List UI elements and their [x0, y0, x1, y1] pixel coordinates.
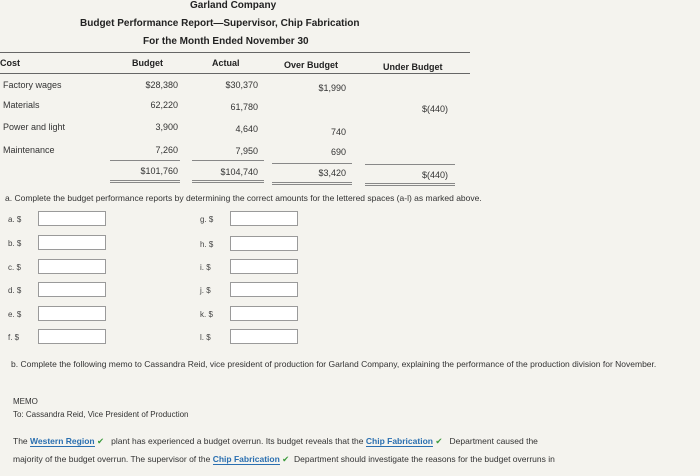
department-select-1[interactable]: Chip Fabrication [365, 436, 433, 446]
answer-input-g[interactable] [230, 211, 298, 226]
row-label-power-light: Power and light [3, 122, 66, 132]
label-b: b. $ [8, 239, 22, 248]
label-l: l. $ [200, 333, 211, 342]
memo-sentence-1 [13, 436, 538, 447]
col-header-over: Over Budget [284, 60, 339, 70]
header-bottom-rule [0, 73, 470, 74]
answer-input-a[interactable] [38, 211, 106, 226]
department-select-2[interactable]: Chip Fabrication [212, 454, 280, 464]
report-title: Budget Performance Report—Supervisor, Chip Fabrication [80, 18, 360, 29]
company-name: Garland Company [190, 0, 277, 11]
cell-actual-factory-wages: $30,370 [225, 80, 258, 90]
double-rule-over-1 [272, 182, 352, 183]
cell-total-actual: $104,740 [220, 167, 258, 177]
cell-over-power-light: 740 [330, 127, 346, 137]
memo-text-1b: plant has experienced a budget overrun. Its budget reveals that the [111, 436, 364, 446]
memo-sentence-2 [13, 454, 555, 465]
col-header-actual: Actual [212, 58, 240, 68]
double-rule-over-2 [272, 184, 352, 185]
label-c: c. $ [8, 263, 21, 272]
col-header-under: Under Budget [383, 62, 443, 72]
cell-over-factory-wages: $1,990 [318, 83, 346, 93]
part-b-instruction: b. Complete the following memo to Cassandra Reid, vice president of production for Garland Company, explaining the performance of the production division for November. [11, 359, 657, 369]
region-select[interactable]: Western Region [30, 436, 95, 446]
row-label-materials: Materials [3, 100, 40, 110]
total-rule-over [272, 163, 352, 164]
double-rule-actual-1 [192, 180, 264, 181]
cell-budget-maintenance: 7,260 [155, 145, 178, 155]
row-label-maintenance: Maintenance [3, 145, 55, 155]
answer-input-k[interactable] [230, 306, 298, 321]
label-k: k. $ [200, 310, 213, 319]
double-rule-budget-2 [110, 182, 180, 183]
double-rule-under-1 [365, 183, 455, 184]
memo-text-1c: Department caused the [449, 436, 538, 446]
label-d: d. $ [8, 286, 22, 295]
label-j: j. $ [200, 286, 211, 295]
answer-input-c[interactable] [38, 259, 106, 274]
answer-input-e[interactable] [38, 306, 106, 321]
total-rule-under [365, 164, 455, 165]
answer-input-d[interactable] [38, 282, 106, 297]
label-g: g. $ [200, 215, 214, 224]
cell-budget-power-light: 3,900 [155, 122, 178, 132]
double-rule-budget-1 [110, 180, 180, 181]
total-rule-budget [110, 160, 180, 161]
label-f: f. $ [8, 333, 20, 342]
label-e: e. $ [8, 310, 22, 319]
check-icon: ✔ [96, 436, 105, 446]
cell-total-over: $3,420 [318, 168, 346, 178]
col-header-budget: Budget [132, 58, 163, 68]
cell-actual-materials: 61,780 [230, 102, 258, 112]
answer-input-h[interactable] [230, 236, 298, 251]
check-icon: ✔ [282, 454, 290, 464]
answer-input-l[interactable] [230, 329, 298, 344]
cell-actual-maintenance: 7,950 [235, 146, 258, 156]
cell-total-budget: $101,760 [140, 166, 178, 176]
part-a-instruction: a. Complete the budget performance reports by determining the correct amounts for the lettered spaces (a-l) as marked above. [5, 193, 482, 203]
answer-input-f[interactable] [38, 329, 106, 344]
double-rule-under-2 [365, 185, 455, 186]
row-label-factory-wages: Factory wages [3, 80, 62, 90]
answer-input-j[interactable] [230, 282, 298, 297]
report-period: For the Month Ended November 30 [143, 36, 309, 47]
label-a: a. $ [8, 215, 22, 224]
double-rule-actual-2 [192, 182, 264, 183]
total-rule-actual [192, 160, 264, 161]
memo-text-1a: The [13, 436, 28, 446]
cell-budget-factory-wages: $28,380 [145, 80, 178, 90]
cell-actual-power-light: 4,640 [235, 124, 258, 134]
memo-text-2b: Department should investigate the reasons for the budget overruns in [294, 454, 555, 464]
cell-total-under: $(440) [421, 170, 448, 180]
col-header-cost: Cost [0, 58, 20, 68]
label-h: h. $ [200, 240, 214, 249]
memo-text-2a: majority of the budget overrun. The supervisor of the [13, 454, 211, 464]
cell-under-materials: $(440) [421, 104, 448, 114]
answer-input-b[interactable] [38, 235, 106, 250]
memo-to-line: To: Cassandra Reid, Vice President of Production [13, 410, 189, 419]
answer-input-i[interactable] [230, 259, 298, 274]
cell-budget-materials: 62,220 [150, 100, 178, 110]
memo-label: MEMO [13, 397, 38, 406]
header-top-rule [0, 52, 470, 53]
cell-over-maintenance: 690 [330, 147, 346, 157]
label-i: i. $ [200, 263, 211, 272]
check-icon: ✔ [435, 436, 443, 446]
